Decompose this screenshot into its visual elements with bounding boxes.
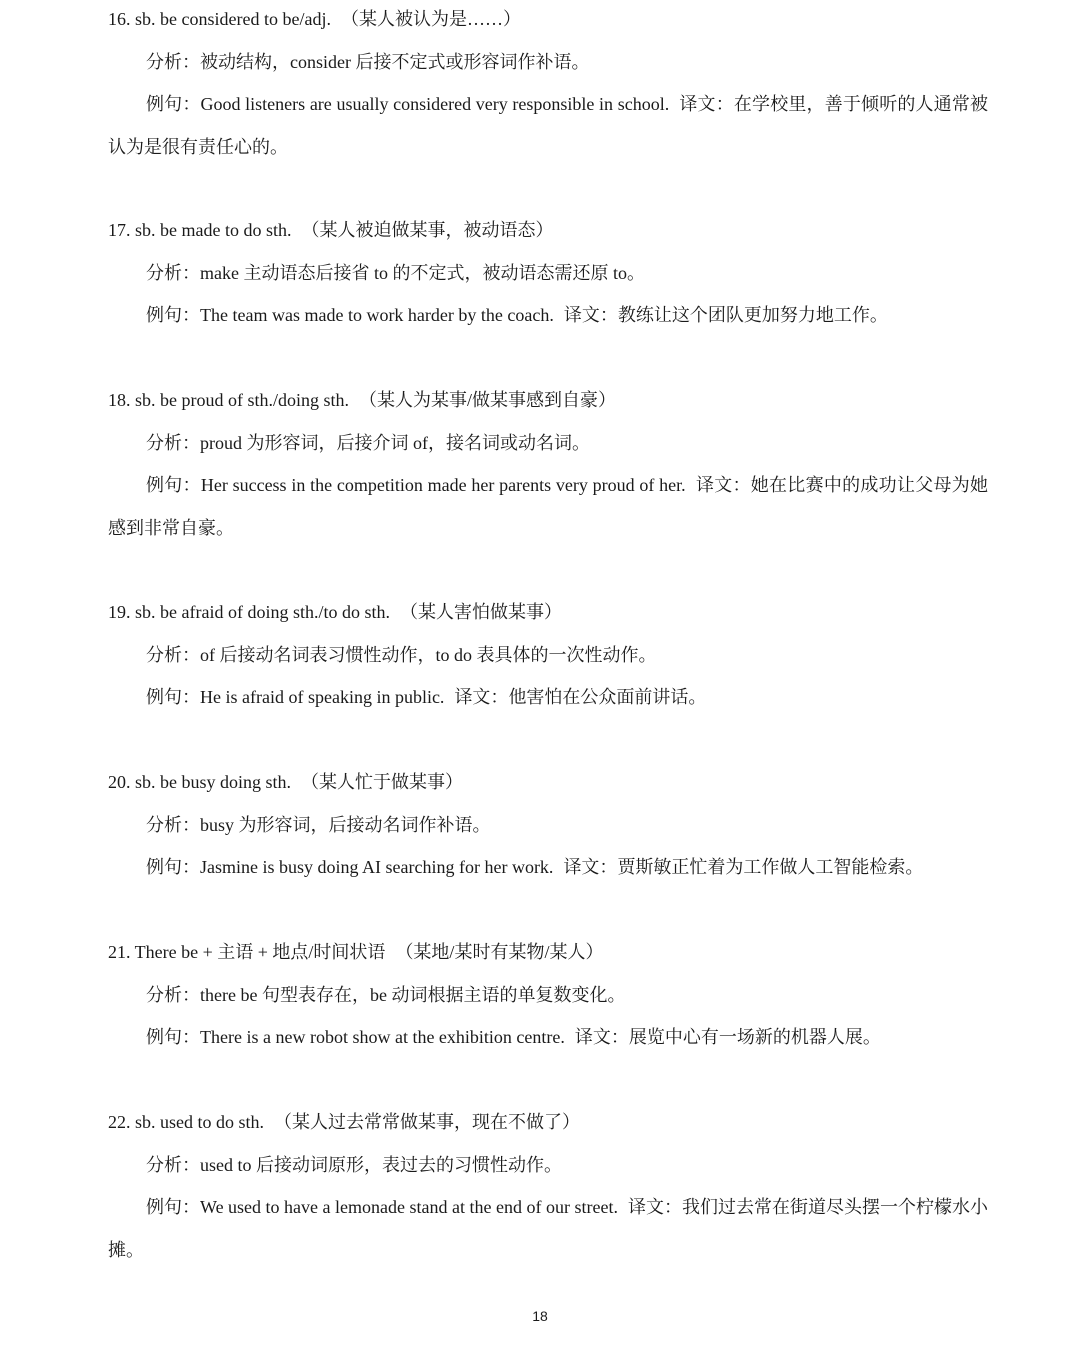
- entry-heading: [108, 209, 988, 252]
- translation-text: 教练让这个团队更加努力地工作。: [617, 305, 888, 325]
- entry-heading: [108, 591, 988, 634]
- entry-heading: [108, 1101, 988, 1144]
- translation-text: 在学校里，善于倾听的人通常被认为是很有责任心的。: [108, 94, 989, 157]
- example-label: 例句：: [146, 1197, 201, 1217]
- heading-phrase: 16. sb. be considered to be/adj.: [108, 9, 331, 29]
- example-line: [108, 83, 988, 168]
- example-sentence: We used to have a lemonade stand at the end of our street.: [200, 1197, 618, 1217]
- entry-18: [108, 379, 988, 549]
- heading-meaning: （某人被认为是……）: [340, 9, 521, 29]
- heading-phrase: 21. There be + 主语 + 地点/时间状语: [108, 942, 386, 962]
- example-line: [108, 1186, 988, 1271]
- example-label: 例句：: [146, 94, 201, 114]
- translation-label: 译文：: [679, 94, 734, 114]
- heading-meaning: （某人被迫做某事，被动语态）: [301, 220, 554, 240]
- translation-label: 译文：: [563, 857, 618, 877]
- translation-text: 展览中心有一场新的机器人展。: [628, 1027, 881, 1047]
- example-line: [108, 676, 988, 719]
- translation-label: 译文：: [627, 1197, 682, 1217]
- analysis-line: [108, 804, 988, 847]
- heading-meaning: （某人为某事/做某事感到自豪）: [359, 390, 616, 410]
- translation-text: 她在比赛中的成功让父母为她感到非常自豪。: [108, 475, 989, 538]
- entry-heading: [108, 761, 988, 804]
- example-sentence: Good listeners are usually considered very responsible in school.: [200, 94, 670, 114]
- entry-16: [108, 0, 988, 168]
- analysis-line: [108, 1144, 988, 1187]
- translation-label: 译文：: [563, 305, 618, 325]
- heading-phrase: 20. sb. be busy doing sth.: [108, 772, 292, 792]
- analysis-label: 分析：: [146, 51, 200, 72]
- heading-meaning: （某地/某时有某物/某人）: [395, 942, 604, 962]
- analysis-text: proud 为形容词，后接介词 of，接名词或动名词。: [200, 432, 590, 453]
- analysis-label: 分析：: [146, 984, 200, 1005]
- example-label: 例句：: [146, 1027, 200, 1047]
- heading-phrase: 22. sb. used to do sth.: [108, 1112, 265, 1132]
- example-line: [108, 846, 988, 889]
- heading-meaning: （某人过去常常做某事，现在不做了）: [274, 1112, 581, 1132]
- analysis-text: make 主动语态后接省 to 的不定式，被动语态需还原 to。: [200, 262, 645, 283]
- heading-phrase: 17. sb. be made to do sth.: [108, 220, 292, 240]
- analysis-line: [108, 252, 988, 295]
- entry-22: [108, 1101, 988, 1271]
- analysis-label: 分析：: [146, 1154, 200, 1175]
- analysis-label: 分析：: [146, 432, 200, 453]
- analysis-label: 分析：: [146, 262, 200, 283]
- entry-17: [108, 209, 988, 337]
- translation-text: 我们过去常在街道尽头摆一个柠檬水小摊。: [108, 1197, 989, 1260]
- example-line: [108, 294, 988, 337]
- entry-20: [108, 761, 988, 889]
- translation-text: 贾斯敏正忙着为工作做人工智能检索。: [617, 857, 924, 877]
- translation-label: 译文：: [454, 687, 509, 707]
- example-label: 例句：: [146, 475, 201, 495]
- example-label: 例句：: [146, 687, 200, 707]
- analysis-label: 分析：: [146, 644, 200, 665]
- translation-label: 译文：: [695, 475, 751, 495]
- example-label: 例句：: [146, 305, 200, 325]
- analysis-line: [108, 974, 988, 1017]
- entry-19: [108, 591, 988, 719]
- entry-heading: [108, 0, 988, 41]
- translation-label: 译文：: [574, 1027, 629, 1047]
- heading-phrase: 19. sb. be afraid of doing sth./to do sth.: [108, 602, 390, 622]
- example-sentence: He is afraid of speaking in public.: [200, 687, 445, 707]
- example-sentence: Jasmine is busy doing AI searching for her work.: [200, 857, 554, 877]
- example-sentence: Her success in the competition made her parents very proud of her.: [200, 475, 686, 495]
- analysis-text: busy 为形容词，后接动名词作补语。: [200, 814, 491, 835]
- analysis-text: 被动结构，consider 后接不定式或形容词作补语。: [200, 51, 590, 72]
- entry-21: [108, 931, 988, 1059]
- example-sentence: There is a new robot show at the exhibition centre.: [200, 1027, 565, 1047]
- analysis-text: used to 后接动词原形，表过去的习惯性动作。: [200, 1154, 562, 1175]
- heading-meaning: （某人忙于做某事）: [301, 772, 464, 792]
- analysis-line: [108, 422, 988, 465]
- analysis-text: there be 句型表存在，be 动词根据主语的单复数变化。: [200, 984, 626, 1005]
- page-number: 18: [532, 1308, 548, 1324]
- heading-phrase: 18. sb. be proud of sth./doing sth.: [108, 390, 349, 410]
- example-line: [108, 1016, 988, 1059]
- entry-heading: [108, 931, 988, 974]
- analysis-line: [108, 41, 988, 84]
- heading-meaning: （某人害怕做某事）: [399, 602, 562, 622]
- entry-heading: [108, 379, 988, 422]
- translation-text: 他害怕在公众面前讲话。: [508, 687, 707, 707]
- example-sentence: The team was made to work harder by the coach.: [200, 305, 554, 325]
- analysis-label: 分析：: [146, 814, 200, 835]
- example-line: [108, 464, 988, 549]
- example-label: 例句：: [146, 857, 200, 877]
- analysis-text: of 后接动名词表习惯性动作，to do 表具体的一次性动作。: [200, 644, 657, 665]
- analysis-line: [108, 634, 988, 677]
